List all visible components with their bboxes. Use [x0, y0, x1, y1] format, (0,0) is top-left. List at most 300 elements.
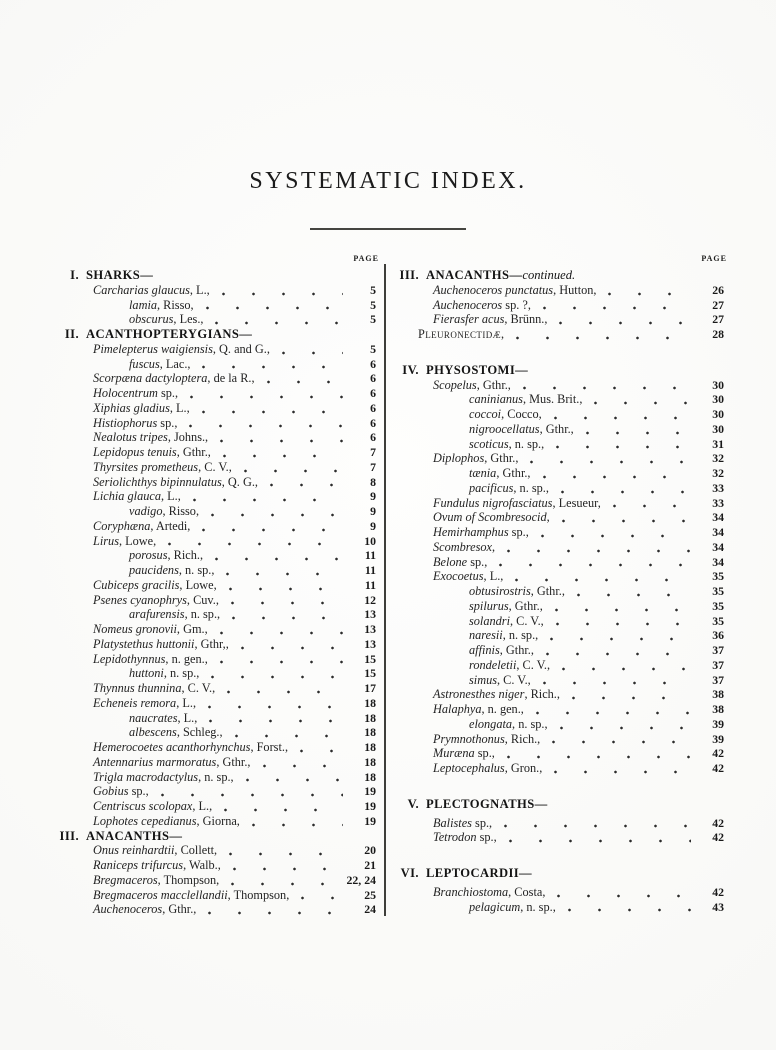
section-continued-label: continued.: [522, 268, 576, 282]
index-entry: [55, 799, 382, 814]
species-name: [395, 761, 542, 776]
index-entry: [55, 563, 382, 578]
authority-text: ,: [501, 327, 505, 341]
species-name-italic: Fierasfer acus: [433, 312, 505, 327]
species-name: [55, 460, 232, 475]
index-entry: [55, 902, 382, 917]
species-name: [395, 327, 504, 342]
species-name-italic: naresii: [469, 628, 503, 643]
dot-leader: [263, 764, 344, 768]
dot-leader: [270, 483, 343, 487]
species-name-italic: Nealotus tripes: [93, 430, 168, 445]
dot-leader: [559, 321, 691, 325]
dot-leader: [555, 608, 691, 612]
authority-text: , L.,: [160, 489, 181, 504]
dot-leader: [613, 504, 691, 508]
index-entry: [55, 342, 382, 357]
index-entry: [55, 607, 382, 622]
authority-text: sp.,: [157, 415, 178, 430]
page-number: 15: [364, 666, 376, 681]
page-number: 37: [712, 672, 724, 687]
authority-text: , Gm.,: [176, 622, 208, 636]
section-numeral: I.: [70, 268, 79, 282]
index-entry: [395, 466, 730, 481]
dot-leader: [568, 908, 691, 912]
species-name-italic: pacificus: [469, 480, 514, 495]
authority-text: , Brünn.,: [504, 312, 548, 327]
species-name: [55, 755, 251, 770]
species-name: [395, 437, 544, 452]
species-name-italic: Tetrodon: [433, 830, 477, 845]
authority-text: , Mus. Brit.,: [522, 392, 583, 407]
page-number: 33: [712, 495, 724, 510]
index-entry: [395, 687, 730, 702]
page-number: 13: [364, 636, 376, 651]
authority-text: ,: [491, 539, 496, 554]
section-title: ANACANTHS—: [86, 828, 183, 843]
authority-text: , Q. and G.,: [212, 341, 270, 356]
authority-text: , Gthr,,: [194, 636, 229, 651]
index-entry: [395, 496, 730, 511]
index-entry: [395, 761, 730, 776]
species-name-italic: Auchenoceros: [433, 297, 503, 312]
species-name-italic: Hemerocoetes acanthorhynchus: [93, 740, 251, 754]
species-name-italic: porosus: [129, 548, 168, 563]
dot-leader: [208, 705, 343, 709]
page-number: 32: [712, 451, 724, 466]
section-heading: [395, 866, 730, 881]
page-number: 5: [370, 341, 376, 356]
species-name: [55, 312, 203, 327]
page-number: 18: [364, 725, 376, 740]
species-name: [55, 548, 203, 563]
authority-text: ,: [546, 510, 550, 525]
index-entry: [395, 283, 730, 298]
authority-text: sp.,: [467, 554, 488, 569]
page-number: 6: [370, 430, 376, 445]
section-title: LEPTOCARDII—: [426, 866, 533, 880]
index-section: [395, 363, 730, 776]
species-name: [55, 283, 210, 298]
dot-leader: [543, 681, 691, 685]
page-number: 32: [712, 466, 724, 480]
species-name: [55, 888, 289, 903]
index-section: [55, 829, 382, 918]
authority-text: , L.,: [176, 695, 197, 710]
species-name: [55, 858, 221, 873]
page-number: 22, 24: [346, 872, 376, 887]
authority-text: , n. sp.,: [178, 563, 215, 577]
species-name-italic: Halaphya: [433, 702, 482, 716]
species-name-italic: Lichia glauca: [93, 489, 161, 504]
species-name-italic: Lirus: [93, 533, 119, 548]
page-number: 8: [370, 474, 376, 489]
index-entry: [55, 843, 382, 858]
species-name: [55, 430, 208, 445]
index-entry: [55, 460, 382, 475]
species-name-italic: Ovum of Scombresocid: [433, 510, 547, 525]
index-entry: [395, 599, 730, 614]
dot-leader: [190, 395, 343, 399]
dot-leader: [267, 380, 343, 384]
authority-text: , Gthr.,: [484, 451, 519, 466]
dot-leader: [246, 778, 343, 782]
dot-leader: [541, 534, 691, 538]
index-entry: [55, 401, 382, 416]
dot-leader: [608, 292, 691, 296]
species-name: [55, 637, 229, 652]
index-column-right: [395, 252, 730, 914]
authority-text: , C. V.,: [510, 613, 544, 628]
species-name-italic: Carcharias glaucus: [93, 282, 190, 297]
authority-text: , Les.,: [173, 312, 204, 327]
index-entry: [395, 378, 730, 393]
species-name-italic: Fundulus nigrofasciatus: [433, 495, 553, 510]
species-name-italic: Lepidothynnus: [93, 651, 166, 666]
dot-leader: [552, 740, 691, 744]
page-number: 6: [370, 371, 376, 386]
species-name-italic: Gobius: [93, 784, 129, 799]
species-name: [395, 451, 518, 466]
species-name: [55, 578, 217, 593]
species-name-italic: Bregmaceros: [93, 872, 158, 887]
species-name-italic: coccoi: [469, 407, 502, 421]
dot-leader: [509, 839, 691, 843]
authority-text: , n. sp.,: [502, 628, 539, 643]
authority-text: , Walb.,: [183, 858, 221, 872]
dot-leader: [241, 646, 343, 650]
page-number: 13: [364, 622, 376, 636]
section-title: PLECTOGNATHS—: [426, 796, 548, 811]
page-number: 18: [364, 710, 376, 725]
species-name-italic: huttoni: [129, 666, 164, 681]
authority-text: , Gron.,: [504, 761, 543, 775]
index-entry: [395, 569, 730, 584]
section-heading: [395, 797, 730, 812]
authority-text: , Gthr.,: [508, 598, 543, 613]
section-heading: [55, 327, 382, 342]
index-entry: [55, 504, 382, 519]
dot-leader: [543, 475, 691, 479]
page-number: 30: [712, 421, 724, 436]
dot-leader: [554, 416, 691, 420]
dot-leader: [530, 460, 691, 464]
index-entry: [55, 475, 382, 490]
page-number: 5: [370, 282, 376, 297]
page-number: 31: [712, 436, 724, 451]
species-name: [55, 799, 212, 814]
species-name: [395, 830, 497, 845]
dot-leader: [577, 593, 691, 597]
species-name-italic: Hemirhamphus: [433, 525, 509, 539]
index-entry: [55, 519, 382, 534]
index-entry: [395, 643, 730, 658]
page-number: 27: [712, 312, 724, 327]
section-numeral: IV.: [402, 362, 419, 377]
page-number: 35: [712, 613, 724, 628]
index-entry: [55, 489, 382, 504]
species-name: [55, 534, 156, 549]
species-name-italic: Histiophorus: [93, 415, 158, 430]
species-name-italic: Leptocephalus: [433, 761, 505, 775]
section-title: PHYSOSTOMI—: [426, 362, 529, 377]
page-number: 26: [712, 282, 724, 297]
species-name: [55, 475, 258, 490]
dot-leader: [561, 490, 691, 494]
species-name: [55, 696, 196, 711]
authority-text: , Gthr.,: [476, 377, 511, 392]
dot-leader: [220, 631, 343, 635]
authority-text: , Collett,: [174, 843, 218, 858]
index-section: [55, 327, 382, 829]
species-name-italic: Diplophos: [433, 451, 485, 466]
authority-text: , Rich.,: [504, 731, 541, 746]
species-name: [55, 902, 196, 917]
index-entry: [55, 283, 382, 298]
dot-leader: [209, 719, 343, 723]
authority-text: , Rich.,: [524, 687, 560, 702]
species-name: [55, 725, 223, 740]
dot-leader: [220, 439, 343, 443]
dot-leader: [507, 549, 691, 553]
page-number: 42: [712, 815, 724, 830]
species-name-italic: paucidens: [129, 563, 179, 577]
species-name: [55, 504, 199, 519]
authority-text: , Gthr.,: [499, 643, 534, 657]
section-numeral: VI.: [400, 866, 419, 880]
column-divider-rule: [384, 264, 386, 916]
index-entry: [395, 555, 730, 570]
index-entry: [55, 711, 382, 726]
page-number: 6: [370, 386, 376, 400]
species-name-italic: Cubiceps gracilis: [93, 577, 180, 592]
page-number: 37: [712, 643, 724, 657]
species-name: [395, 732, 540, 747]
species-name: [395, 312, 547, 327]
section-heading: [55, 268, 382, 283]
index-entry: [395, 525, 730, 540]
authority-text: , Lac.,: [159, 356, 191, 371]
index-entry: [395, 298, 730, 313]
page-number: 18: [364, 754, 376, 769]
species-name: [395, 422, 574, 437]
page-number: 19: [364, 784, 376, 799]
page-number: 35: [712, 569, 724, 584]
species-name: [55, 357, 190, 372]
dot-leader: [507, 755, 691, 759]
section-numeral: II.: [64, 327, 79, 341]
species-name: [395, 717, 548, 732]
species-name: [55, 622, 208, 637]
page-number: 11: [364, 548, 376, 563]
dot-leader: [211, 513, 343, 517]
authority-text: , Giorna,: [196, 813, 240, 828]
index-entry: [395, 732, 730, 747]
index-entry: [395, 746, 730, 761]
dot-leader: [557, 894, 691, 898]
dot-leader: [282, 351, 343, 355]
species-name: [395, 569, 503, 584]
dot-leader: [499, 563, 691, 567]
authority-text: , Gthr.,: [162, 902, 197, 917]
section-numeral: V.: [407, 796, 419, 811]
species-name: [55, 652, 208, 667]
page-number: 18: [364, 769, 376, 784]
index-entry: [395, 816, 730, 831]
species-name-italic: Nomeus gronovii: [93, 622, 177, 636]
authority-text: , n. sp.,: [198, 769, 234, 784]
index-entry: [395, 717, 730, 732]
index-entry: [55, 534, 382, 549]
page-number: 27: [712, 297, 724, 312]
index-section: [395, 866, 730, 914]
index-entry: [55, 770, 382, 785]
index-entry: [55, 652, 382, 667]
species-name: [55, 371, 255, 386]
authority-text: , C. V.,: [181, 681, 216, 695]
title-rule: [310, 228, 466, 230]
species-name-italic: arafurensis: [129, 607, 185, 622]
section-numeral: III.: [59, 828, 79, 843]
index-entry: [395, 673, 730, 688]
index-entry: [395, 540, 730, 555]
page-number: 18: [364, 695, 376, 710]
species-name-italic: fuscus: [129, 356, 160, 371]
dot-leader: [202, 410, 343, 414]
dot-leader: [301, 896, 343, 900]
page-number: 9: [370, 489, 376, 504]
species-name: [395, 555, 487, 570]
index-entry: [395, 312, 730, 327]
species-name: [55, 607, 220, 622]
authority-text: , L.,: [169, 400, 190, 415]
species-name-italic: naucrates: [129, 710, 178, 725]
authority-text: sp.,: [471, 815, 493, 830]
page-number: 35: [712, 584, 724, 598]
index-entry: [395, 327, 730, 342]
species-name: [55, 843, 217, 858]
page-number: 9: [370, 518, 376, 533]
section-title: ANACANTHS—continued.: [426, 268, 576, 282]
section-heading: [395, 268, 730, 283]
dot-leader: [536, 711, 691, 715]
dot-leader: [232, 616, 343, 620]
authority-text: , Lowe,: [118, 533, 157, 548]
index-entry: [55, 371, 382, 386]
index-entry: [55, 357, 382, 372]
page-number: 19: [364, 813, 376, 828]
dot-leader: [562, 519, 691, 523]
species-name-italic: scoticus: [469, 436, 509, 451]
index-entry: [55, 784, 382, 799]
index-entry: [55, 578, 382, 593]
page-number: 35: [712, 598, 724, 613]
authority-text: , C. V.,: [516, 657, 551, 672]
index-columns: [55, 252, 730, 917]
species-name: [55, 681, 215, 696]
page-column-header: PAGE: [353, 254, 379, 263]
species-name-italic: Holocentrum: [93, 386, 158, 400]
species-name: [395, 378, 511, 393]
species-name: [395, 658, 550, 673]
authority-text: , L.,: [483, 569, 504, 584]
index-entry: [55, 298, 382, 313]
index-entry: [395, 451, 730, 466]
dot-leader: [515, 578, 691, 582]
section-title: SHARKS—: [86, 268, 154, 282]
page-number: 34: [712, 525, 724, 539]
index-entry: [55, 593, 382, 608]
page-number: 18: [364, 740, 376, 754]
authority-text: , n. sp.,: [184, 607, 221, 622]
species-name-italic: Coryphæna: [93, 518, 151, 533]
page-title: SYSTEMATIC INDEX.: [249, 168, 527, 194]
authority-text: , n. sp.,: [508, 436, 545, 451]
dot-leader: [223, 454, 343, 458]
index-section: [395, 268, 730, 342]
page-number: 42: [712, 761, 724, 775]
page-number: 42: [712, 830, 724, 845]
dot-leader: [572, 696, 691, 700]
species-name: [55, 489, 181, 504]
page-number: 34: [712, 539, 724, 554]
species-name-italic: Thynnus thunnina: [93, 681, 182, 695]
species-name-italic: Psenes cyanophrys: [93, 592, 187, 607]
authority-text: , L.,: [177, 710, 198, 725]
species-name: [55, 711, 197, 726]
page-number: 43: [712, 899, 724, 914]
dot-leader: [546, 652, 691, 656]
dot-leader: [215, 557, 343, 561]
species-name: [395, 614, 544, 629]
species-name: [395, 599, 543, 614]
page-number: 7: [370, 459, 376, 474]
page-number: 7: [370, 445, 376, 459]
dot-leader: [231, 601, 343, 605]
species-name-italic: Scombresox: [433, 539, 492, 554]
species-name-italic: obtusirostris: [469, 584, 531, 598]
page-number: 30: [712, 377, 724, 392]
dot-leader: [189, 424, 343, 428]
dot-leader: [550, 637, 691, 641]
page-number: 36: [712, 628, 724, 643]
authority-text: , Cuv.,: [186, 592, 219, 607]
species-name-italic: Echeneis remora: [93, 695, 177, 710]
species-name-italic: Raniceps trifurcus: [93, 858, 184, 872]
species-name: [55, 814, 240, 829]
index-entry: [395, 437, 730, 452]
page-number: 13: [364, 607, 376, 622]
species-name-italic: Scorpæna dactyloptera: [93, 371, 208, 386]
species-name-italic: affinis: [469, 643, 500, 657]
species-name: [395, 643, 534, 658]
species-name-italic: rondeletii: [469, 657, 517, 672]
page-number: 6: [370, 356, 376, 371]
species-name-italic: Bregmaceros macclellandii: [93, 887, 228, 902]
page-number: 38: [712, 702, 724, 716]
page-number: 11: [364, 577, 376, 592]
dot-leader: [235, 734, 343, 738]
index-entry: [395, 885, 730, 900]
index-entry: [55, 445, 382, 460]
dot-leader: [543, 306, 691, 310]
page-number: 33: [712, 480, 724, 495]
page-number: 6: [370, 400, 376, 415]
species-name-italic: Lophotes cepedianus: [93, 813, 197, 828]
authority-text: , n. gen.,: [481, 702, 524, 716]
authority-text: , Gthr.,: [530, 584, 565, 598]
authority-text: , C. V.,: [198, 459, 232, 474]
